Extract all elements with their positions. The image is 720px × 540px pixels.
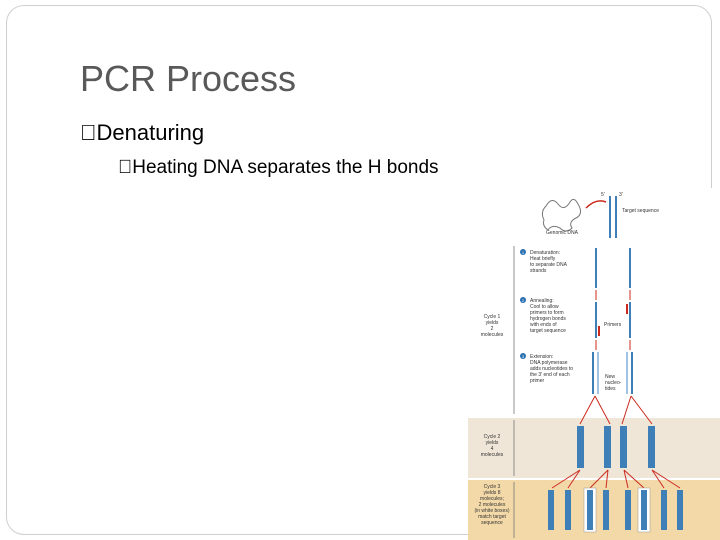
primers-label: Primers xyxy=(604,322,622,328)
dna-molecule xyxy=(577,426,584,468)
cycle2-line: 4 xyxy=(490,446,494,452)
dna-molecule xyxy=(548,490,554,530)
sub-bullet-marker xyxy=(118,157,132,179)
primer xyxy=(626,304,628,314)
cycle3-line: molecules; xyxy=(480,496,504,502)
cycle2-panel xyxy=(468,418,720,478)
step-line: target sequence xyxy=(530,328,566,334)
step-line: with ends of xyxy=(530,322,557,328)
pcr-diagram xyxy=(468,188,720,540)
dna-strand xyxy=(592,352,594,394)
step-line: Annealing: xyxy=(530,298,554,304)
target-sequence-label: Target sequence xyxy=(622,208,659,214)
step-number: 3 xyxy=(521,354,525,359)
new-nucleotides-label: New xyxy=(605,374,616,380)
step-line: primer xyxy=(530,378,545,384)
step-line: primers to form xyxy=(530,310,564,316)
cycle3-line: match target xyxy=(478,514,506,520)
new-nucleotides-label: nucleo- xyxy=(605,380,622,386)
genomic-dna-icon xyxy=(542,199,580,231)
dna-molecule xyxy=(641,490,647,530)
cycle2-line: yields xyxy=(485,440,499,446)
dna-molecule xyxy=(677,490,683,530)
step-line: the 3' end of each xyxy=(530,372,570,378)
dna-strand xyxy=(597,352,599,394)
dna-strand xyxy=(629,248,631,288)
dna-molecule xyxy=(620,426,627,468)
cycle3-line: (in white boxes) xyxy=(474,508,510,514)
dna-molecule xyxy=(565,490,571,530)
step-line: hydrogen bonds xyxy=(530,316,566,322)
cycle3-line: sequence xyxy=(481,520,503,526)
cycle1-line: molecules xyxy=(480,332,504,338)
cycle1-line: 2 xyxy=(490,326,494,332)
sub-bullet-heating xyxy=(118,157,439,179)
bullet-denaturing xyxy=(80,120,204,146)
cycle3-line: Cycle 3 xyxy=(483,484,501,490)
dna-molecule xyxy=(625,490,631,530)
new-nucleotides-label: tides xyxy=(605,386,616,392)
bullet-text: Denaturing xyxy=(80,120,188,145)
bullet-marker xyxy=(80,120,97,146)
arrow-icon xyxy=(586,201,606,208)
dna-molecule xyxy=(648,426,655,468)
dna-strand xyxy=(615,196,617,238)
slide-title: PCR Process xyxy=(80,58,297,99)
step-line: to separate DNA xyxy=(530,262,567,268)
dna-strand xyxy=(631,352,633,394)
cycle2-line: molecules xyxy=(480,452,504,458)
dna-molecule xyxy=(604,426,611,468)
cycle2-line: Cycle 2 xyxy=(483,434,501,440)
step-line: Heat briefly xyxy=(530,256,556,262)
cycle3-line: yields 8 xyxy=(483,490,501,496)
cycle1-line: yields xyxy=(485,320,499,326)
step-number: 2 xyxy=(521,298,525,303)
genomic-dna-label: Genomic DNA xyxy=(546,230,578,236)
dna-strand xyxy=(629,302,631,338)
dna-molecule xyxy=(603,490,609,530)
pcr-diagram-svg xyxy=(468,188,720,540)
step-line: strands xyxy=(530,268,547,274)
step-line: Extension: xyxy=(530,354,554,360)
step-number: 1 xyxy=(521,250,525,255)
step-line: adds nucleotides to xyxy=(530,366,574,372)
dna-strand xyxy=(609,196,611,238)
sub-bullet-text: Heating DNA separates the H bonds xyxy=(118,157,425,178)
dna-strand xyxy=(626,352,628,394)
step-line: Denaturation: xyxy=(530,250,561,256)
dna-molecule xyxy=(661,490,667,530)
step-line: Cool to allow xyxy=(530,304,559,310)
cycle3-line: 2 molecules xyxy=(478,502,506,508)
dna-strand xyxy=(595,248,597,288)
step-line: DNA polymerase xyxy=(530,360,568,366)
dna-strand xyxy=(595,302,597,338)
primer xyxy=(598,326,600,336)
dna-molecule xyxy=(587,490,593,530)
cycle1-line: Cycle 1 xyxy=(483,314,501,320)
five-prime-label: 5' xyxy=(601,192,605,198)
three-prime-label: 3' xyxy=(619,192,623,198)
